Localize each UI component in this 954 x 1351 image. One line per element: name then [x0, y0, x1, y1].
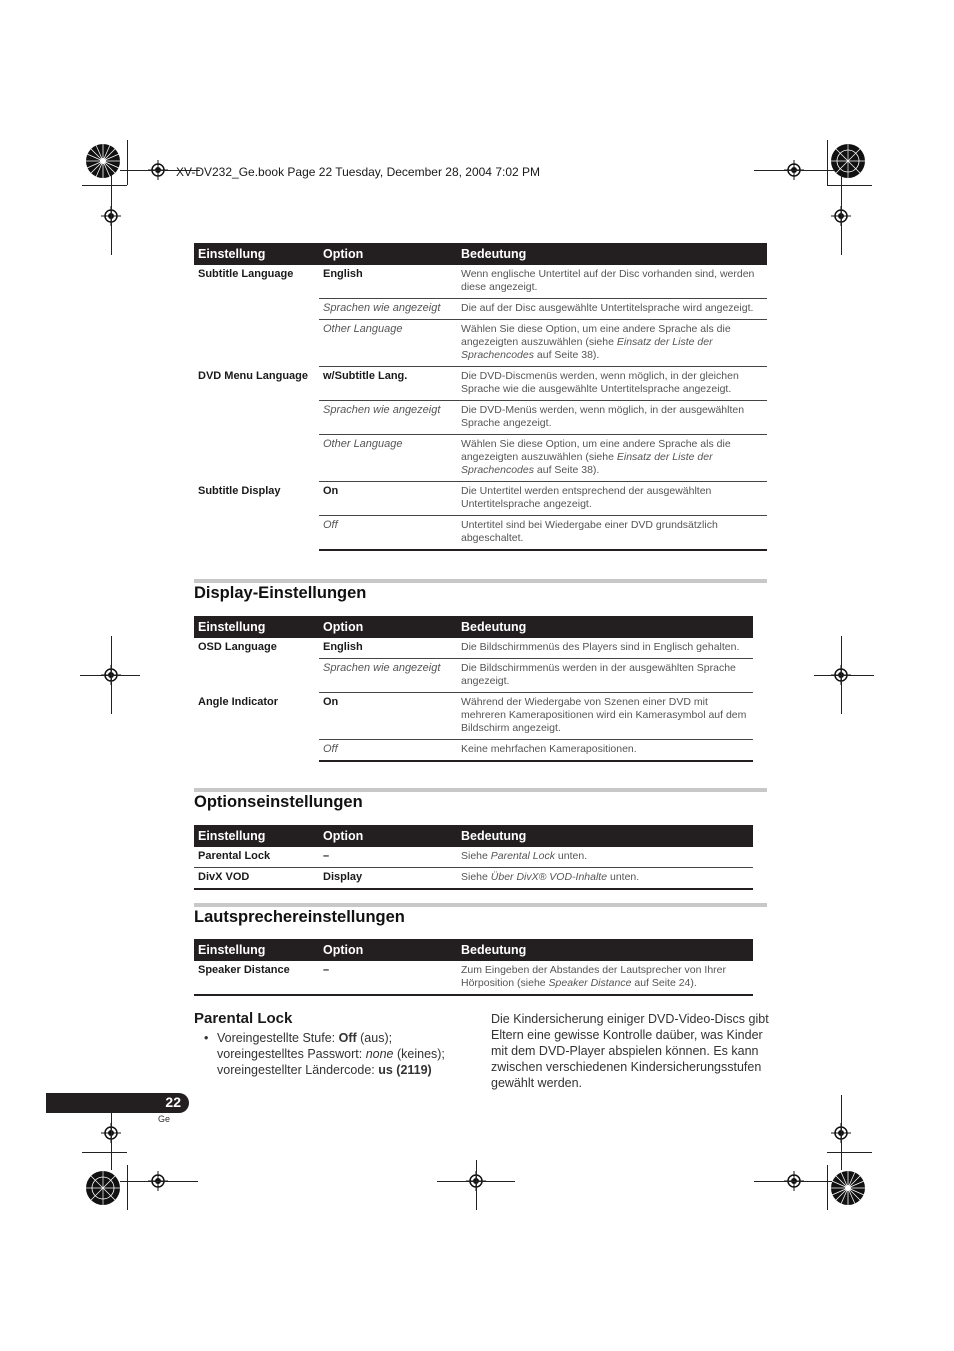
- parental-lock-defaults: [204, 1030, 466, 1078]
- cross-reference: Über DivX® VOD-Inhalte: [490, 871, 608, 883]
- registration-rosette-icon: [85, 1170, 121, 1206]
- column-header-option: Option: [319, 616, 457, 638]
- option-description: Die DVD-Discmenüs werden, wenn möglich, in der gleichen Sprache wie die ausgewählte Untertitelsprache angezeigt.: [457, 367, 767, 401]
- registration-rosette-icon: [830, 1170, 866, 1206]
- section-title-options: Optionseinstellungen: [194, 793, 363, 811]
- parental-lock-heading: Parental Lock: [194, 1010, 293, 1027]
- table-header-row: [194, 616, 753, 638]
- section-divider: [194, 579, 767, 583]
- section-divider: [194, 903, 767, 907]
- column-header-option: Option: [319, 939, 457, 961]
- table-row: [194, 482, 767, 516]
- settings-table-options: [194, 825, 753, 890]
- column-header-einstellung: Einstellung: [194, 825, 319, 847]
- section-divider: [194, 788, 767, 792]
- option-description: Zum Eingeben der Abstandes der Lautsprecher von Ihrer Hörposition (siehe Speaker Distance auf Seite 24).: [457, 961, 753, 995]
- option-value: English: [319, 638, 457, 659]
- table-row: [194, 868, 753, 890]
- column-header-option: Option: [319, 243, 457, 265]
- table-row: [194, 693, 753, 740]
- section-title-display: Display-Einstellungen: [194, 584, 367, 602]
- option-value: Other Language: [319, 320, 457, 367]
- table-header-row: [194, 825, 753, 847]
- setting-name: Speaker Distance: [194, 961, 319, 995]
- option-value: Sprachen wie angezeigt: [319, 659, 457, 693]
- table-row: [194, 265, 767, 299]
- option-description: Wenn englische Untertitel auf der Disc vorhanden sind, werden diese angezeigt.: [457, 265, 767, 299]
- page-number: 22: [165, 1094, 181, 1110]
- option-description: Wählen Sie diese Option, um eine andere Sprache als die angezeigten auszuwählen (siehe Einsatz der Liste der Sprachencodes auf Seite 38).: [457, 320, 767, 367]
- cross-reference: Speaker Distance: [548, 977, 632, 989]
- option-description: Die Bildschirmmenüs werden in der ausgewählten Sprache angezeigt.: [457, 659, 753, 693]
- option-description: Die DVD-Menüs werden, wenn möglich, in der ausgewählten Sprache angezeigt.: [457, 401, 767, 435]
- column-header-einstellung: Einstellung: [194, 939, 319, 961]
- settings-table-display: [194, 616, 753, 762]
- settings-table-language: [194, 243, 767, 551]
- cross-reference: Einsatz der Liste der Sprachencodes: [461, 336, 713, 361]
- option-description: Untertitel sind bei Wiedergabe einer DVD grundsätzlich abgeschaltet.: [457, 516, 767, 551]
- option-value: Sprachen wie angezeigt: [319, 401, 457, 435]
- option-value: Other Language: [319, 435, 457, 482]
- table-row: [194, 367, 767, 401]
- option-description: Siehe Parental Lock unten.: [457, 847, 753, 868]
- option-description: Die Bildschirmmenüs des Players sind in Englisch gehalten.: [457, 638, 753, 659]
- bullet-point: •: [204, 1031, 209, 1045]
- setting-name: Parental Lock: [194, 847, 319, 868]
- option-description: Die Untertitel werden entsprechend der ausgewählten Untertitelsprache angezeigt.: [457, 482, 767, 516]
- section-title-speakers: Lautsprechereinstellungen: [194, 908, 405, 926]
- parental-lock-defaults-text: Voreingestellte Stufe: Off (aus); voreingestelltes Passwort: none (keines); voreingestellter Ländercode: us (2119): [217, 1031, 445, 1077]
- parental-lock-paragraph: Die Kindersicherung einiger DVD-Video-Discs gibt Eltern eine gewisse Kontrolle daüber, was Kinder mit dem DVD-Player abspielen können. Es kann zwischen verschiedenen Kindersicherungsstufen gewählt werden.: [491, 1012, 769, 1090]
- option-value: –: [319, 961, 457, 995]
- setting-name: Subtitle Display: [198, 484, 281, 497]
- registration-rosette-icon: [830, 143, 866, 179]
- column-header-option: Option: [319, 825, 457, 847]
- table-row: [194, 638, 753, 659]
- option-value: w/Subtitle Lang.: [319, 367, 457, 401]
- table-row: [194, 961, 753, 995]
- page-language-code: Ge: [158, 1114, 171, 1124]
- option-value: On: [319, 693, 457, 740]
- setting-name: DVD Menu Language: [198, 369, 309, 382]
- option-value: Display: [319, 868, 457, 890]
- registration-rosette-icon: [85, 143, 121, 179]
- option-description: Während der Wiedergabe von Szenen einer DVD mit mehreren Kamerapositionen wird ein Kamerasymbol auf dem Bildschirm angezeigt.: [457, 693, 753, 740]
- running-header: XV-DV232_Ge.book Page 22 Tuesday, December 28, 2004 7:02 PM: [176, 165, 541, 179]
- table-header-row: [194, 939, 753, 961]
- table-row: [194, 847, 753, 868]
- option-value: Off: [319, 740, 457, 762]
- cross-reference: Parental Lock: [490, 850, 555, 862]
- option-description: Siehe Über DivX® VOD-Inhalte unten.: [457, 868, 753, 890]
- setting-name: OSD Language: [198, 641, 277, 653]
- option-description: Die auf der Disc ausgewählte Untertitelsprache wird angezeigt.: [457, 299, 767, 320]
- column-header-bedeutung: Bedeutung: [457, 825, 753, 847]
- option-value: English: [319, 265, 457, 299]
- option-value: Sprachen wie angezeigt: [319, 299, 457, 320]
- option-value: –: [319, 847, 457, 868]
- column-header-einstellung: Einstellung: [194, 616, 319, 638]
- column-header-bedeutung: Bedeutung: [457, 243, 767, 265]
- option-value: Off: [319, 516, 457, 551]
- setting-name: Subtitle Language: [198, 268, 294, 280]
- column-header-einstellung: Einstellung: [194, 243, 319, 265]
- cross-reference: Einsatz der Liste der Sprachencodes: [461, 451, 713, 476]
- option-value: On: [319, 482, 457, 516]
- column-header-bedeutung: Bedeutung: [457, 939, 753, 961]
- table-header-row: [194, 243, 767, 265]
- setting-name: Angle Indicator: [198, 695, 279, 708]
- column-header-bedeutung: Bedeutung: [457, 616, 753, 638]
- option-description: Keine mehrfachen Kamerapositionen.: [457, 740, 753, 762]
- option-description: Wählen Sie diese Option, um eine andere Sprache als die angezeigten auszuwählen (siehe Einsatz der Liste der Sprachencodes auf Seite 38).: [457, 435, 767, 482]
- setting-name: DivX VOD: [194, 868, 319, 890]
- settings-table-speakers: [194, 939, 753, 996]
